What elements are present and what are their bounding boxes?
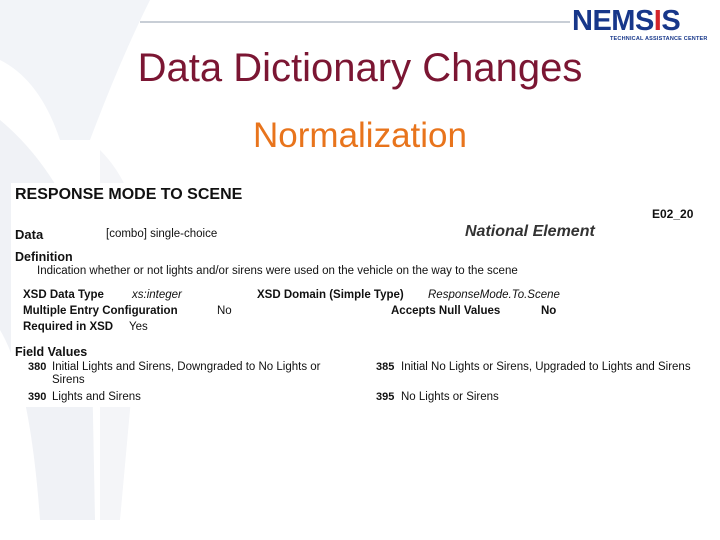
field-value-code: 385 <box>376 361 395 373</box>
data-value: [combo] single-choice <box>106 228 218 240</box>
element-definition-card <box>11 183 716 407</box>
required-label: Required in XSD <box>23 321 114 333</box>
xsd-type-label: XSD Data Type <box>23 289 104 301</box>
national-element-badge: National Element <box>465 223 595 240</box>
data-label: Data <box>15 227 44 242</box>
xsd-domain-label: XSD Domain (Simple Type) <box>257 289 404 301</box>
field-value-text: Lights and Sirens <box>52 391 141 403</box>
element-code: E02_20 <box>652 207 694 221</box>
multi-entry-value: No <box>217 305 232 317</box>
field-value-text: Initial Lights and Sirens, Downgraded to No Lights or <box>52 361 321 373</box>
field-value-text: Initial No Lights or Sirens, Upgraded to Lights and Sirens <box>401 361 691 373</box>
field-value-text: No Lights or Sirens <box>401 391 499 403</box>
field-value-code: 395 <box>376 391 395 403</box>
multi-entry-label: Multiple Entry Configuration <box>23 305 178 317</box>
field-value-text-cont: Sirens <box>52 374 85 386</box>
definition-label: Definition <box>15 250 73 264</box>
definition-text: Indication whether or not lights and/or sirens were used on the vehicle on the way to the scene <box>37 265 518 277</box>
field-value-code: 390 <box>28 391 47 403</box>
required-value: Yes <box>129 321 148 333</box>
null-values-label: Accepts Null Values <box>391 305 501 317</box>
xsd-domain-value: ResponseMode.To.Scene <box>428 289 560 301</box>
slide-subtitle: Normalization <box>253 116 467 155</box>
nemsis-logo <box>572 6 712 42</box>
slide-title: Data Dictionary Changes <box>137 46 583 90</box>
element-name: RESPONSE MODE TO SCENE <box>15 186 243 203</box>
field-value-code: 380 <box>28 361 47 373</box>
null-values-value: No <box>541 305 557 317</box>
field-values-label: Field Values <box>15 345 88 359</box>
logo-wordmark: NEMSIS <box>572 5 681 37</box>
xsd-type-value: xs:integer <box>132 289 182 301</box>
logo-subtitle: TECHNICAL ASSISTANCE CENTER <box>610 36 708 42</box>
header-rule <box>140 21 570 23</box>
